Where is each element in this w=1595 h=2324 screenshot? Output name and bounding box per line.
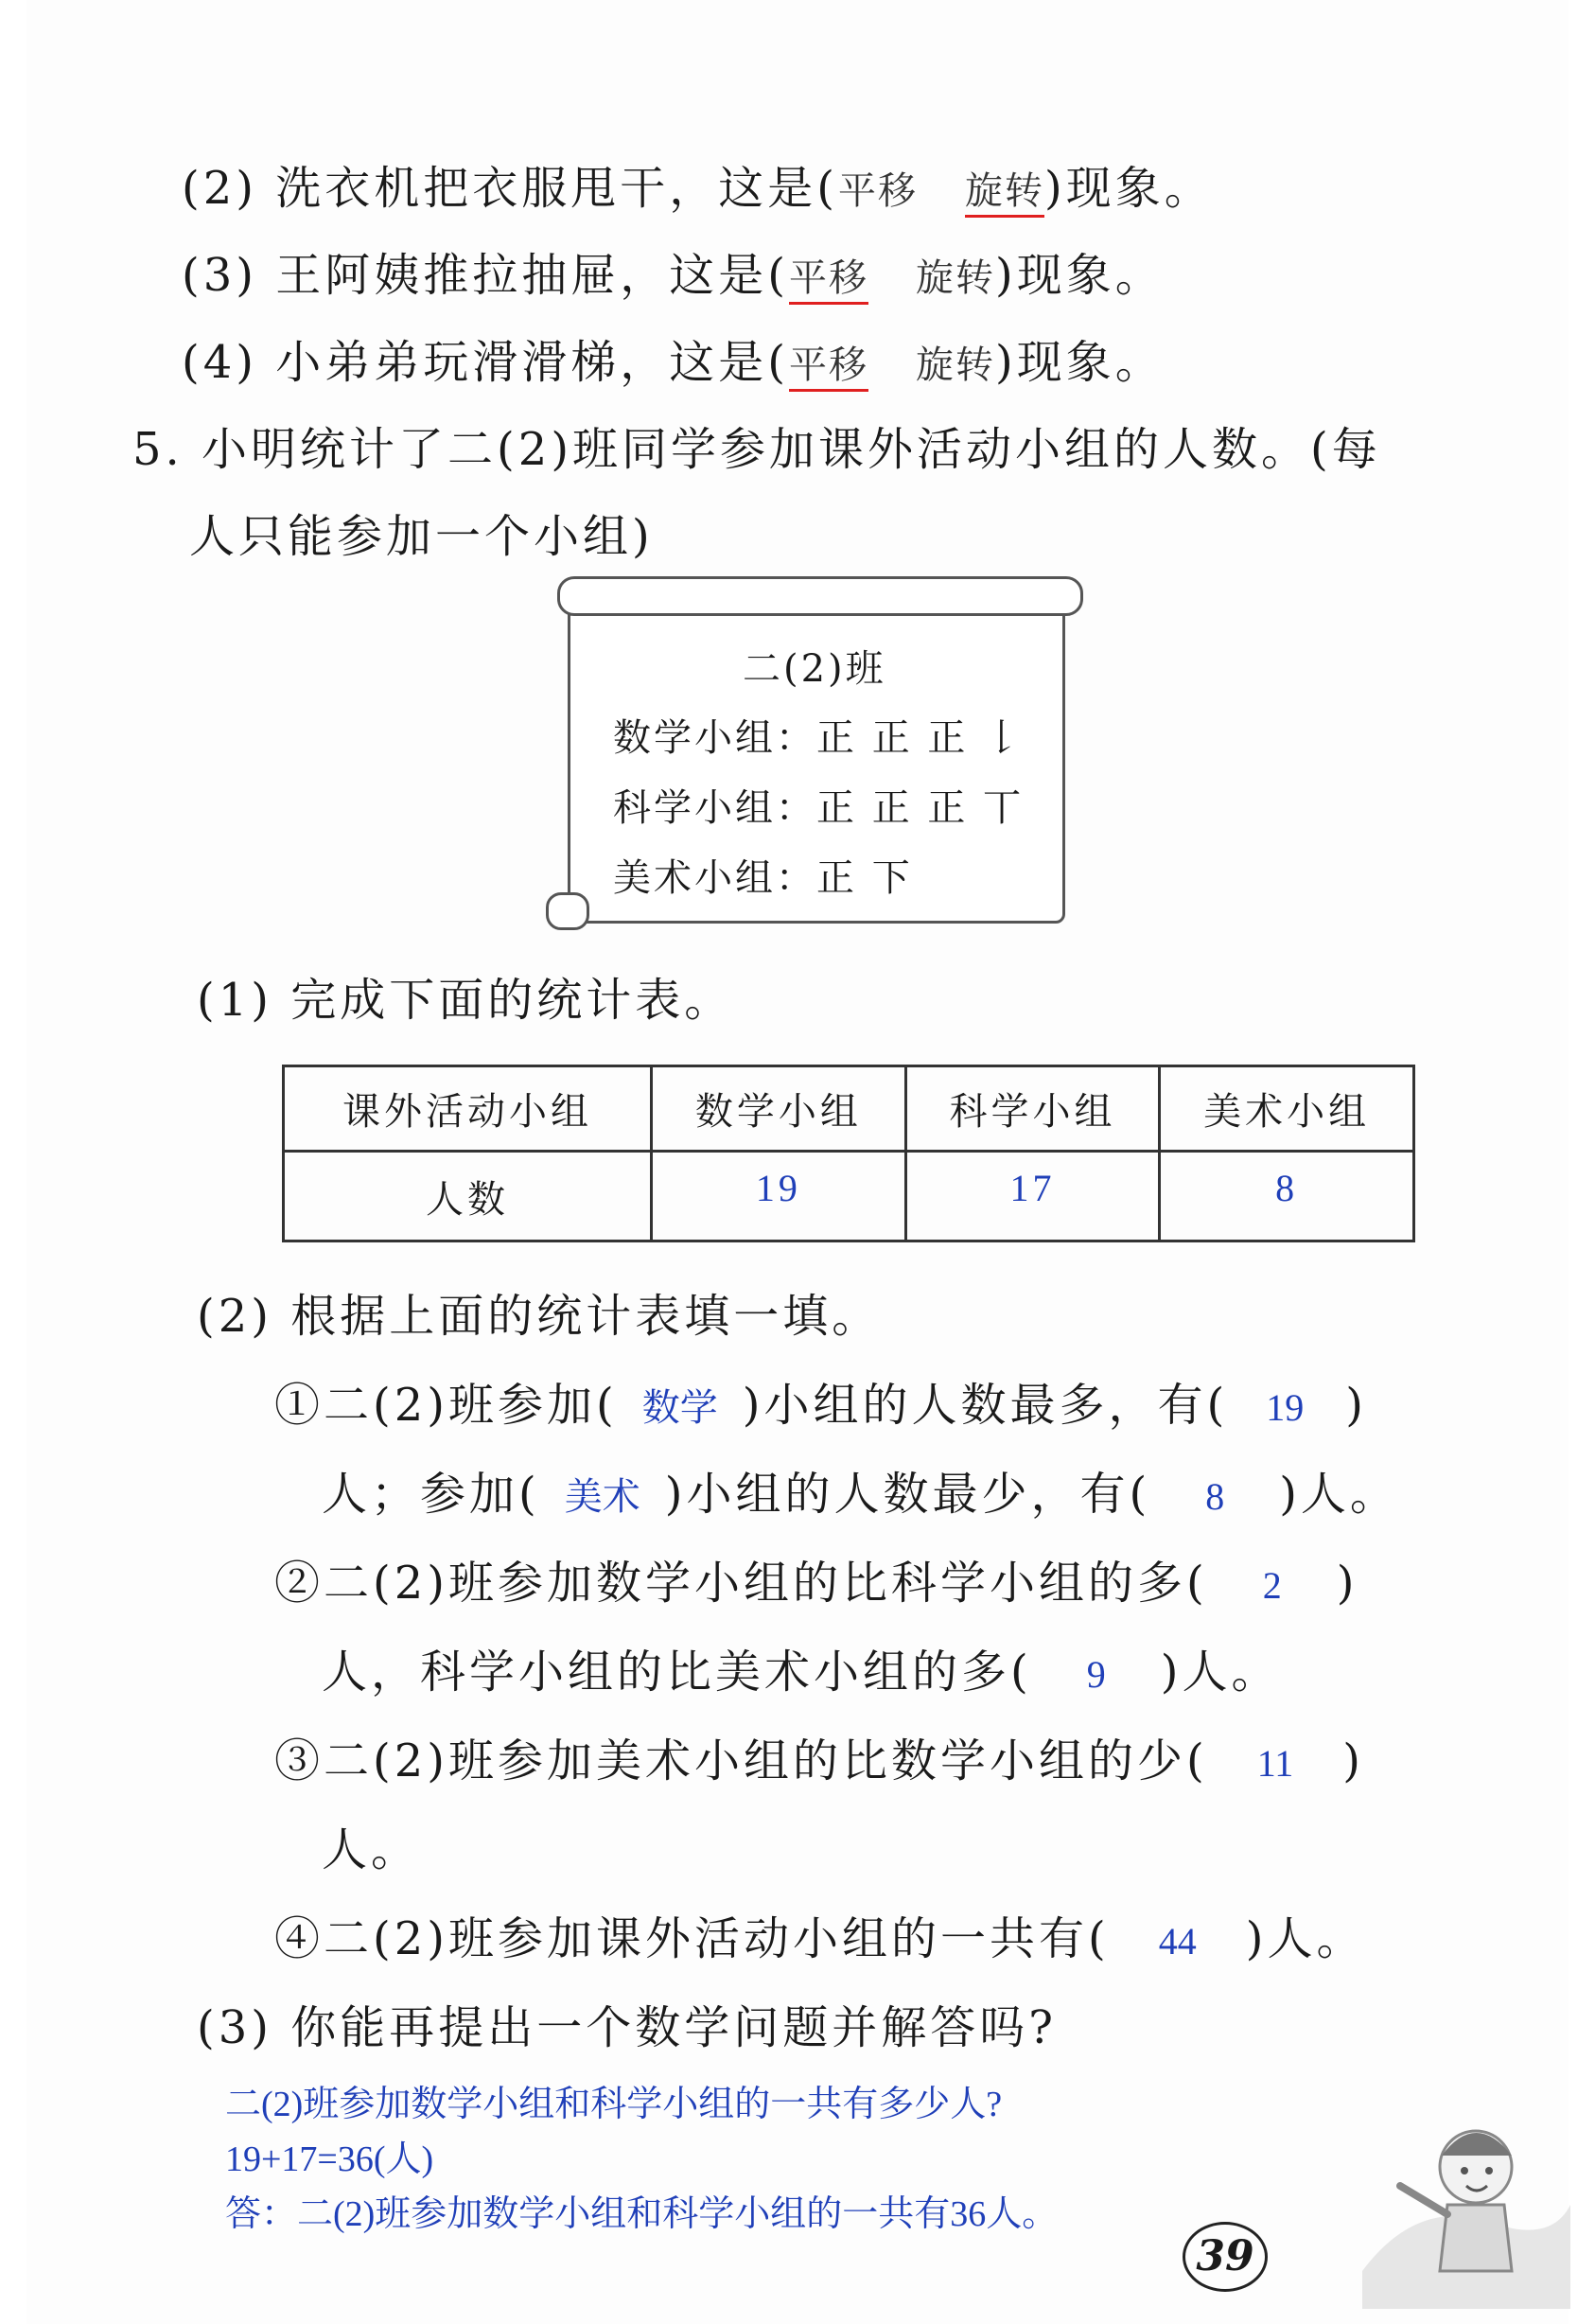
sub4-text-a: ④二(2)班参加课外活动小组的一共有( — [274, 1912, 1110, 1965]
scroll-curl-bottom — [546, 892, 589, 930]
q4-item2-prefix: (2) 洗衣机把衣服甩干，这是( — [182, 162, 838, 215]
sub2-text-c: 人，科学小组的比美术小组的多( — [322, 1646, 1032, 1699]
q4-item2-option-rotation: 旋转 — [965, 169, 1044, 218]
q4-item3-prefix: (3) 王阿姨推拉抽屉，这是( — [182, 249, 789, 302]
sub1-answer-most-count: 19 — [1266, 1386, 1305, 1429]
q5-sub2-line1 — [274, 1546, 1358, 1611]
q4-item4-prefix: (4) 小弟弟玩滑滑梯，这是( — [182, 336, 789, 389]
q5-sub3-line1 — [274, 1724, 1364, 1789]
q5-sub3-line2: 人。 — [322, 1823, 421, 1876]
sub1-text-d: 人；参加( — [322, 1468, 540, 1521]
sub1-text-f: )人。 — [1279, 1468, 1399, 1521]
scroll-science-tally: 科学小组：正 正 正 丅 — [613, 786, 1025, 830]
q4-item3-suffix: )现象。 — [994, 249, 1165, 302]
q4-item3-option-translation: 平移 — [789, 256, 868, 305]
sub3-text-b: ) — [1342, 1734, 1364, 1787]
q5-sub2-line2 — [322, 1635, 1280, 1700]
sub2-answer-1: 2 — [1262, 1564, 1282, 1607]
scroll-curl-top — [557, 576, 1083, 616]
sub3-answer: 11 — [1256, 1742, 1294, 1785]
q4-item3-option-rotation: 旋转 — [915, 256, 995, 300]
q5-sub4 — [274, 1902, 1365, 1967]
mascot-eye-left — [1461, 2167, 1468, 2174]
boy-mascot-icon — [1362, 2082, 1570, 2309]
mascot-arm — [1400, 2186, 1447, 2214]
sub1-text-b: )小组的人数最多，有( — [742, 1379, 1229, 1432]
statistics-table — [282, 1065, 1415, 1242]
q5-part2: (2) 根据上面的统计表填一填。 — [197, 1290, 882, 1343]
sub2-text-a: ②二(2)班参加数学小组的比科学小组的多( — [274, 1557, 1208, 1610]
sub4-text-b: )人。 — [1245, 1912, 1366, 1965]
table-row-label: 人数 — [284, 1152, 652, 1241]
scroll-math-tally: 数学小组：正 正 正 𠄌 — [613, 716, 1025, 760]
sub1-text-e: )小组的人数最少，有( — [664, 1468, 1151, 1521]
sub1-answer-least-count: 8 — [1205, 1475, 1225, 1518]
answer-equation: 19+17=36(人) — [225, 2139, 434, 2179]
q5-part1: (1) 完成下面的统计表。 — [197, 974, 734, 1027]
table-header: 科学小组 — [905, 1066, 1160, 1152]
sub2-text-b: ) — [1336, 1557, 1358, 1610]
table-header-row — [284, 1066, 1414, 1152]
q4-item2-suffix: )现象。 — [1043, 162, 1214, 215]
mascot-hair — [1442, 2133, 1512, 2156]
q4-item2-option-translation: 平移 — [837, 169, 918, 213]
math-count-cell: 19 — [652, 1152, 906, 1241]
q4-item4 — [182, 326, 1165, 391]
science-count-cell: 17 — [905, 1152, 1160, 1241]
q5-title-line2: 人只能参加一个小组) — [189, 510, 654, 563]
table-header: 美术小组 — [1160, 1066, 1414, 1152]
q5-part3: (3) 你能再提出一个数学问题并解答吗? — [197, 2001, 1057, 2054]
mascot-eye-right — [1485, 2167, 1493, 2174]
art-count-cell: 8 — [1160, 1152, 1414, 1241]
q5-sub1-line2 — [322, 1457, 1399, 1523]
q4-item4-suffix: )现象。 — [994, 336, 1165, 389]
sub1-text-a: ①二(2)班参加( — [274, 1379, 618, 1432]
sub2-answer-2: 9 — [1086, 1653, 1106, 1696]
q4-item3 — [182, 238, 1165, 304]
sub1-answer-most-group: 数学 — [641, 1386, 718, 1429]
answer-reply: 答：二(2)班参加数学小组和科学小组的一共有36人。 — [225, 2194, 1059, 2234]
q4-item4-option-translation: 平移 — [789, 343, 868, 392]
sub3-text-a: ③二(2)班参加美术小组的比数学小组的少( — [274, 1734, 1208, 1787]
sub4-answer: 44 — [1158, 1920, 1197, 1963]
q5-title-line1: 5. 小明统计了二(2)班同学参加课外活动小组的人数。(每 — [132, 423, 1381, 476]
q5-sub1-line1 — [274, 1368, 1367, 1434]
q4-item4-option-rotation: 旋转 — [915, 343, 995, 387]
sub2-text-d: )人。 — [1160, 1646, 1281, 1699]
scroll-title: 二(2)班 — [743, 647, 886, 691]
scroll-art-tally: 美术小组：正 下 — [613, 856, 913, 900]
table-header: 数学小组 — [652, 1066, 906, 1152]
sub1-answer-least-group: 美术 — [564, 1475, 640, 1518]
sub1-text-c: ) — [1345, 1379, 1367, 1432]
q4-item2 — [182, 151, 1214, 217]
table-header: 课外活动小组 — [284, 1066, 652, 1152]
page-number: 39 — [1183, 2222, 1268, 2292]
table-row — [284, 1152, 1414, 1241]
answer-question: 二(2)班参加数学小组和科学小组的一共有多少人? — [225, 2085, 1003, 2124]
